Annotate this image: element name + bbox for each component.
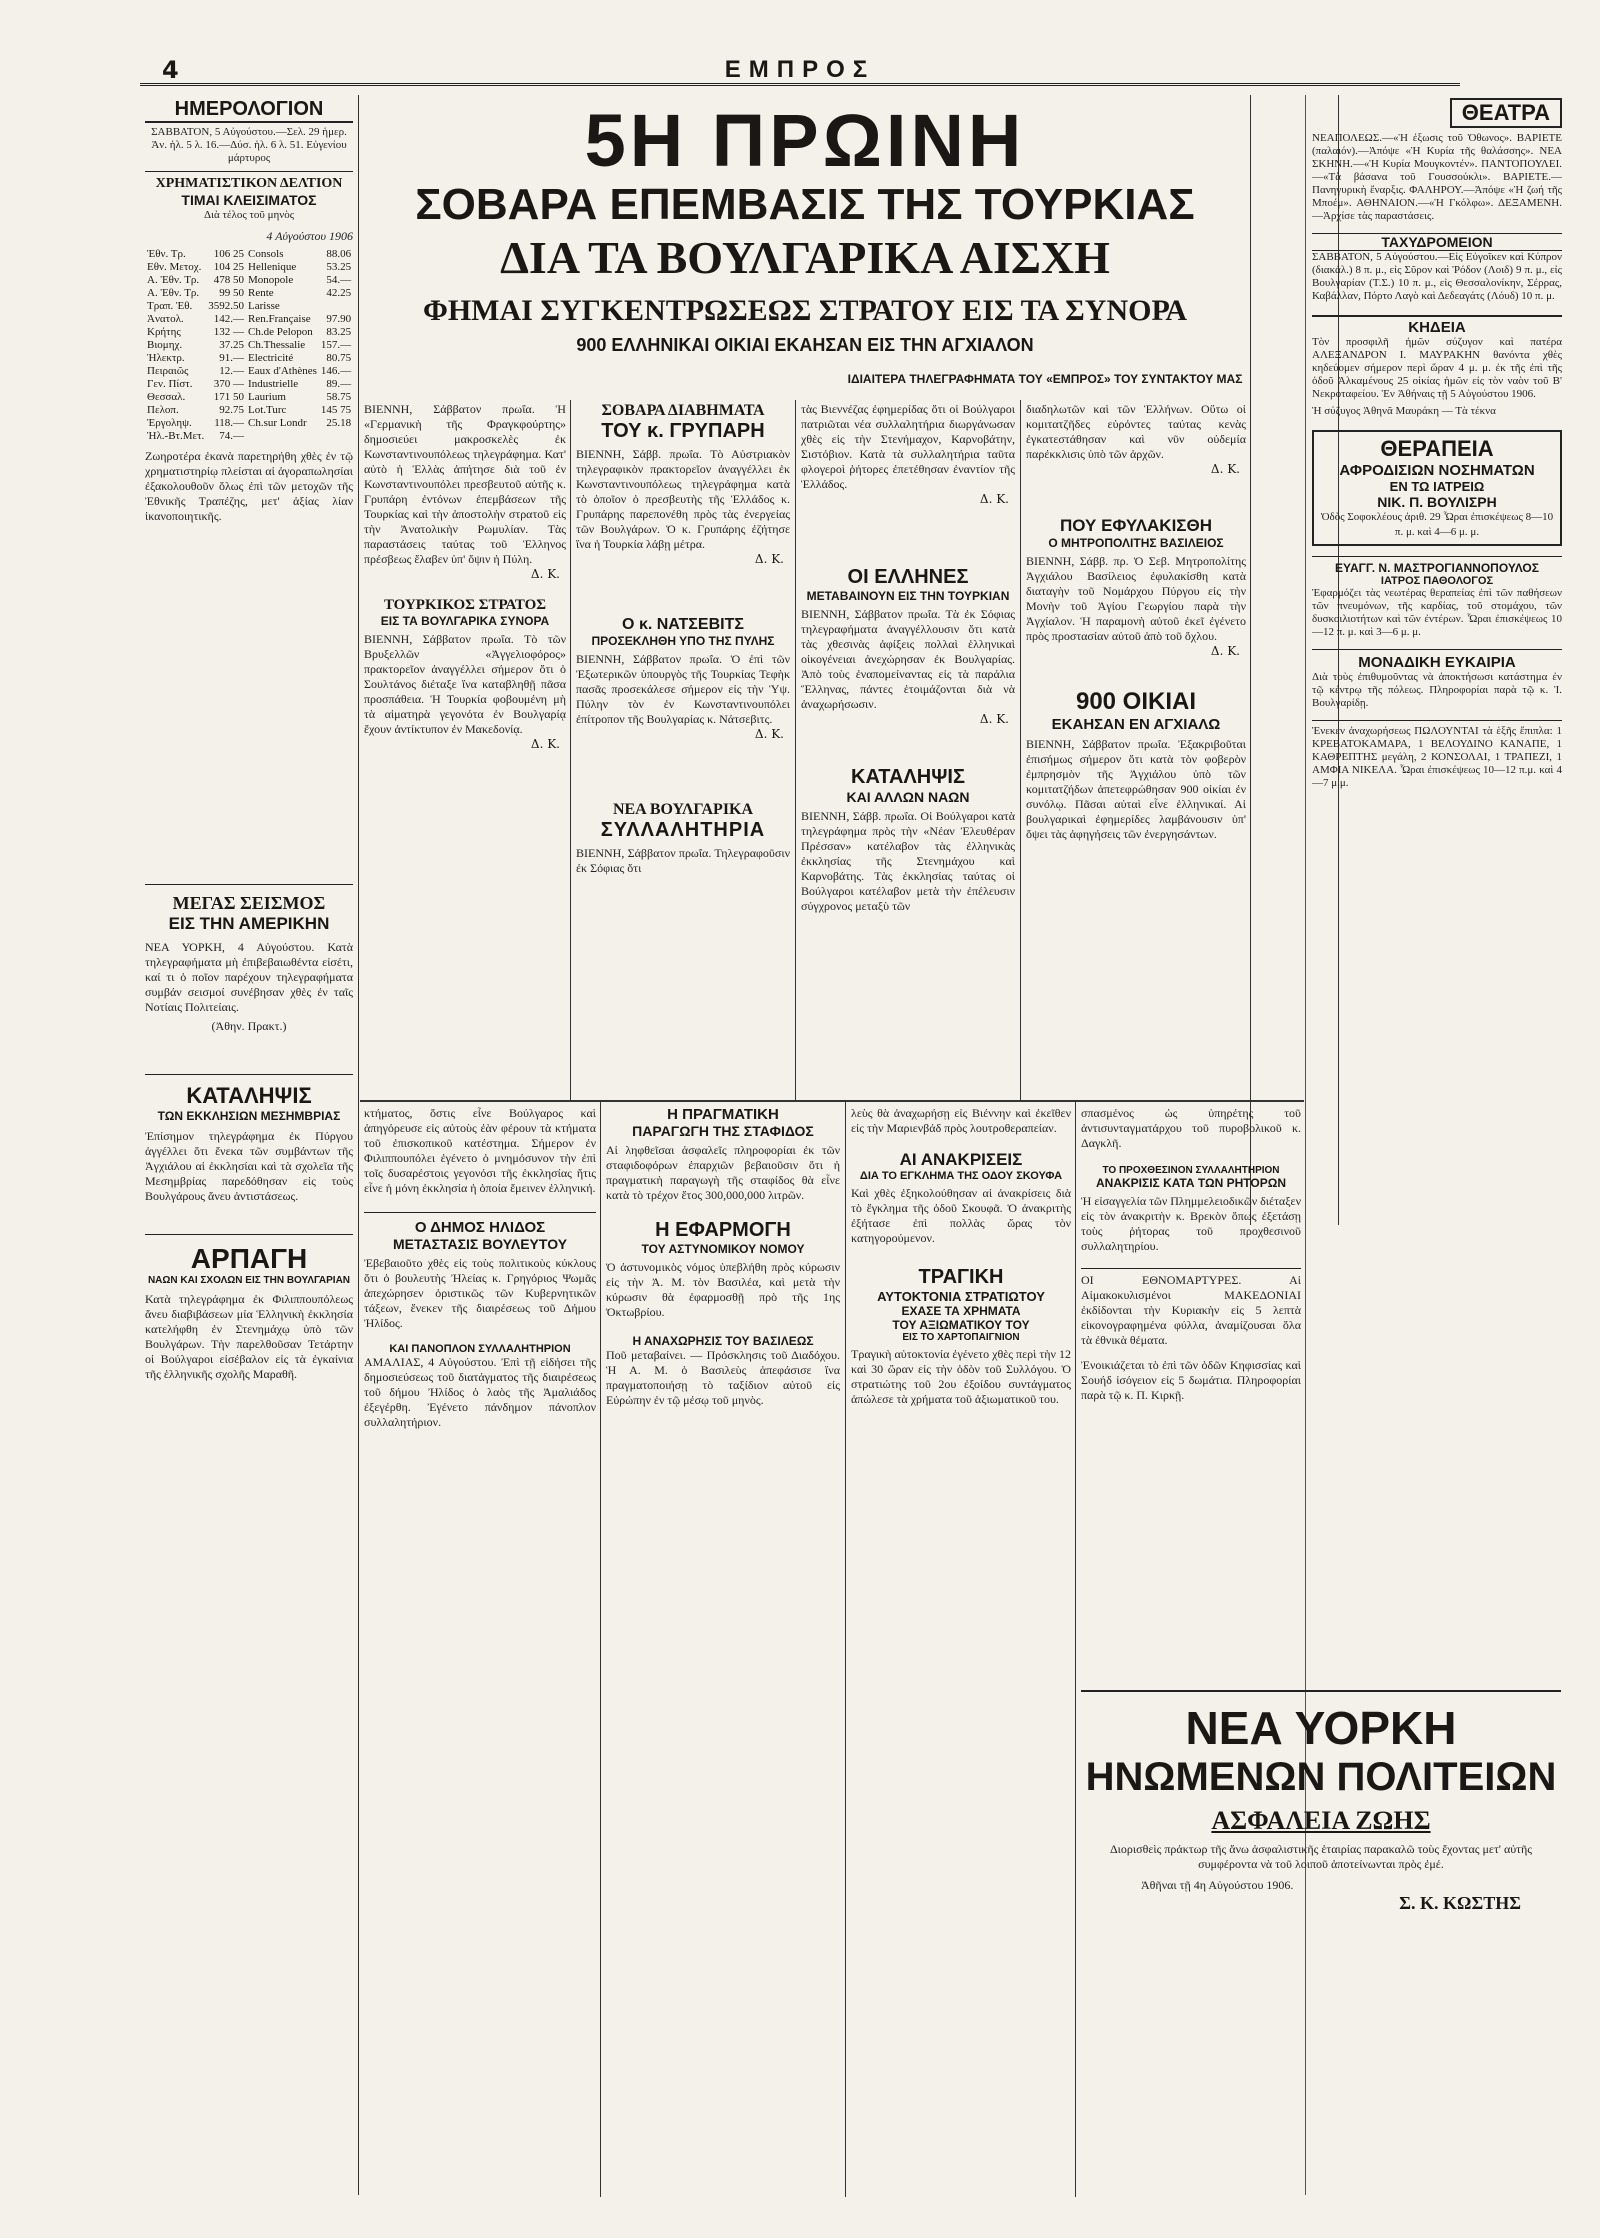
market-security-name: Α. Ἐθν. Τρ. (147, 287, 200, 299)
quake-source: (Ἀθην. Πρακτ.) (211, 1019, 287, 1033)
column-rule (1020, 400, 1021, 1100)
col2-text: ΒΙΕΝΝΗ, Σάββατον πρωΐα. Τὸ τῶν Βρυξελλῶν «Ἀγγελιοφόρος» πρακτορεῖον ἀναγγέλλει σήμερον ὅτι ὁ Σουλτάνος διέταξε ἵνα καταβληθῇ πᾶσα προσπάθεια. Ἡ Τουρκία φοβουμένη μὴ τὰ αἱματηρὰ γεγονότα ἐν Βουλγαρίᾳ ἔχουν ἀντίκτυπον ἐν Μακεδονίᾳ. (364, 632, 566, 736)
col5-subheadline: Ο ΜΗΤΡΟΠΟΛΙΤΗΣ ΒΑΣΙΛΕΙΟΣ (1048, 536, 1224, 550)
market-security-name: Hellenique (248, 261, 297, 273)
quake-title: ΜΕΓΑΣ ΣΕΙΣΜΟΣ (172, 893, 326, 913)
col3-signature-2: Δ. Κ. (754, 727, 784, 741)
doctor-subtitle: ΙΑΤΡΟΣ ΠΑΘΟΛΟΓΟΣ (1380, 575, 1494, 587)
quake-text: ΝΕΑ ΥΟΡΚΗ, 4 Αὐγούστου. Κατὰ τηλεγραφήματα μὴ ἐπιβεβαιωθέντα εἰσέτι, καί τι ὁ ποῖον παρέχουν τηλεγραφήματα συμβάν σεισμοί συνέβησαν χθὲς ἐν ταῖς Νοτίαις Πολιτείαις. (145, 940, 353, 1014)
occupy-subtitle: ΤΩΝ ΕΚΚΛΗΣΙΩΝ ΜΕΣΗΜΒΡΙΑΣ (157, 1109, 341, 1123)
chance-text: Διὰ τοὺς ἐπιθυμοῦντας νὰ ἀποκτήσωσι κατάστημα ἐν τῷ κέντρῳ τῆς πόλεως. Πληροφορίαι παρὰ τῷ κ. Ἰ. Βουλγαρίδῃ. (1312, 671, 1562, 709)
market-security-name: Ἐργοληψ. (147, 417, 192, 429)
market-price: 118.— (214, 417, 245, 429)
lower-k-text: Ἡ εἰσαγγελία τῶν Πλημμελειοδικῶν διέταξεν εἰς τὸν ἀνακριτὴν κ. Βρεκὸν ὅπως ἐξετάσῃ τοὺς ῥήτορας τοῦ προχθεσινοῦ συλλαλητηρίου. (1081, 1194, 1301, 1253)
column-rule (795, 400, 796, 1100)
col5-text-2: ΒΙΕΝΝΗ, Σάββ. πρ. Ὁ Σεβ. Μητροπολίτης Ἀγχιάλου Βασίλειος ἐφυλακίσθη κατὰ διαταγὴν τοῦ Νομάρχου Πύργου εἰς τὴν Μονὴν τοῦ Ἁγίου Γεωργίου παρὰ τὴν Ἀγχίαλον. Ἡ παραμονὴ αὐτοῦ ἐκεῖ ἐγένετο πρὸς προστασίαν αὐτοῦ ἀπὸ τοῦ ὄχλου. (1026, 554, 1246, 643)
market-row (145, 261, 353, 274)
column-rule (1250, 95, 1251, 1225)
market-price: 142.— (213, 313, 245, 325)
market-row (145, 365, 353, 378)
post-title: ΤΑΧΥΔΡΟΜΕΙΟΝ (1312, 233, 1562, 251)
lower-k-subtitle: ΑΝΑΚΡΙΣΙΣ ΚΑΤΑ ΤΩΝ ΡΗΤΟΡΩΝ (1096, 1176, 1286, 1190)
market-price: 3592.50 (208, 300, 245, 312)
occupy-title: ΚΑΤΑΛΗΨΙΣ (186, 1083, 312, 1108)
col3-text-2: ΒΙΕΝΝΗ, Σάββατον πρωΐα. Ὁ ἐπὶ τῶν Ἐξωτερικῶν ὑπουργὸς τῆς Τουρκίας Τεφὴκ πασᾶς προσεκάλεσε σήμερον εἰς τὴν Ὑψ. Πύλην τὸν ἐν Κωνσταντινουπόλει ἐπίτροπον τῆς Βουλγαρίας κ. Νάτσεβιτς. (576, 652, 790, 726)
horizontal-rule (360, 1100, 1304, 1102)
calendar-text: ΣΑΒΒΑΤΟΝ, 5 Αὐγούστου.—Σελ. 29 ἡμερ. Ἀν. ἡλ. 5 λ. 16.—Δύσ. ἡλ. 6 λ. 51. Εὐγενίου μάρτυρος (151, 126, 347, 164)
funeral-text: Τὸν προσφιλῆ ἡμῶν σύζυγον καὶ πατέρα ΑΛΕΞΑΝΔΡΟΝ Ι. ΜΑΥΡΑΚΗΝ θανόντα χθὲς κηδεύομεν σήμερον περὶ ὥραν 4 μ. μ. ἐκ τῆς ἐπὶ τῆς ὁδοῦ Ἀλκαμένους 25 οἰκίας ἡμῶν εἰς τὸν ναὸν τοῦ Β' Νεκροταφείου. Ἐν Ἀθήναις τῇ 5 Αὐγούστου 1906. (1312, 336, 1562, 400)
market-row (145, 391, 353, 404)
seize-text: Κατὰ τηλεγράφημα ἐκ Φιλιππουπόλεως ἄνευ διαβιβάσεων μία Ἑλληνικὴ ἐκκλησία κατελήφθη ἐν Στενημάχῳ ὑπὸ τῶν Βουλγάρων. Τὴν παρελθοῦσαν Τετάρτην οἱ Βούλγαροι εἰσέβαλον εἰς τὰ ἐγκαίνια τῆς ἑλληνικῆς σχολῆς Μαραθῆ. (145, 1292, 353, 1381)
insurance-ad-date: Ἀθῆναι τῇ 4η Αὐγούστου 1906. (1141, 1878, 1294, 1892)
market-security-name: Eaux d'Athènes (248, 365, 317, 377)
market-text: Ζωηροτέρα ἐκανὰ παρετηρήθη χθὲς ἐν τῷ χρηματιστηρίῳ πλείσται αἱ ἀγοραπωλησίαι ἐξακολουθοῦν ὅλως ἐπὶ τῶν μετοχῶν τῆς Ἐθνικῆς Τραπέζης, μετ' ἀξίας λίαν ἱκανοποιητικῆς. (145, 449, 353, 523)
col4-text-3: ΒΙΕΝΝΗ, Σάββ. πρωΐα. Οἱ Βούλγαροι κατὰ τηλεγράφημα πρὸς τὴν «Νέαν Ἐλευθέραν Πρέσσαν» κατέλαβον τὰς ἐλληνικὰς ἐκκλησίας τῆς Στενημάχου καὶ Καρνοβάτης. Τὰς ἐκκλησίας ταύτας οἱ Βούλγαροι κατέλαβον μετὰ τὴν ἐπέλευσιν σύγχρονος μεταξὺ τῶν (801, 809, 1015, 913)
occupy-text: Ἐπίσημον τηλεγράφημα ἐκ Πύργου ἀγγέλλει ὅτι ἕνεκα τῶν συμβάντων τῆς Ἀγχιάλου αἱ ἐκκλησίαι καὶ τὰ σχολεῖα τῆς Μεσημβρίας παρεδόθησαν εἰς τοὺς Βουλγάρους ἄνευ ἀντιστάσεως. (145, 1129, 353, 1203)
market-price: 53.25 (326, 261, 352, 273)
seize-article (145, 1234, 353, 1382)
col4-signature: Δ. Κ. (979, 492, 1009, 506)
theatre-title: ΘΕΑΤΡΑ (1450, 98, 1562, 128)
market-table (145, 248, 353, 443)
market-row (145, 313, 353, 326)
market-price: 157.— (320, 339, 352, 351)
market-price: 25.18 (326, 417, 352, 429)
market-security-name: Α. Ἐθν. Τρ. (147, 274, 200, 286)
funeral-signature: Ἡ σύζυγος Ἀθηνᾶ Μαυράκη — Τὰ τέκνα (1312, 405, 1496, 417)
column-rule (845, 1102, 846, 2197)
col5-signature-2: Δ. Κ. (1210, 644, 1240, 658)
market-row (145, 404, 353, 417)
market-price: 370 — (213, 378, 245, 390)
lower-e-title: Η ΕΦΑΡΜΟΓΗ (655, 1219, 791, 1241)
market-security-name (246, 430, 319, 443)
market-price: 478 50 (213, 274, 245, 286)
lower-column-1 (364, 1106, 596, 2196)
banner-subhead: ΣΟΒΑΡΑ ΕΠΕΜΒΑΣΙΣ ΤΗΣ ΤΟΥΡΚΙΑΣ (415, 180, 1195, 229)
market-security-name: Lot.Turc (248, 404, 287, 416)
column-rule (600, 1102, 601, 2197)
market-security-name: Τραπ. Ἐθ. (147, 300, 193, 312)
lower-f-title: Η ΑΝΑΧΩΡΗΣΙΣ ΤΟΥ ΒΑΣΙΛΕΩΣ (632, 1334, 814, 1348)
market-security-name: Industrielle (248, 378, 299, 390)
market-security-name: Ch.Thessalie (248, 339, 306, 351)
market-security-name: Larisse (248, 300, 280, 312)
market-security-name: Monopole (248, 274, 294, 286)
lower-a-text: κτήματος, ὅστις εἶνε Βούλγαρος καὶ ἀπηγόρευσε εἰς αὐτοὺς ἐὰν φέρουν τὰ κτήματα τοῦ ἐπισκοπικοῦ κατέστημα. Σήμερον ἐν Φιλιππουπόλει ἐγένετο ὁ μνημόσυνον τὴν ἐπὶ τοῖς δυσαρέστοις γεγονόσι τῆς ἐκκλησίας ἥτις εἶνε ἡ μόνη ἐκκλησία ἡ ὁποία ἔμεινεν ἑλληνική. (364, 1106, 596, 1195)
col3-headline-3: ΝΕΑ ΒΟΥΛΓΑΡΙΚΑ (612, 801, 754, 818)
column-rule (358, 95, 359, 2195)
market-row (145, 352, 353, 365)
market-price: 89.— (326, 378, 352, 390)
lower-i-subtitle-3: ΤΟΥ ΑΞΙΩΜΑΤΙΚΟΥ ΤΟΥ (892, 1318, 1030, 1332)
col3-subheadline: ΤΟΥ κ. ΓΡΥΠΑΡΗ (601, 420, 765, 442)
quake-subtitle: ΕΙΣ ΤΗΝ ΑΜΕΡΙΚΗΝ (168, 914, 330, 933)
col5-text-3: ΒΙΕΝΝΗ, Σάββατον πρωΐα. Ἐξακριβοῦται ἐπισήμως σήμερον ὅτι κατὰ τὸν φοβερὸν ἐμπρησμὸν τῆς Ἀγχιάλου ὑπὸ τῶν κομιτατζήδων ἀπετεφρώθησαν 900 οἰκίαι ἐν συνόλῳ. Πᾶσαι αὐταὶ εἶνε ἑλληνικαί. Αἱ βουλγαρικαὶ ἐφημερίδες λαμβάνουσιν ὑπ' ὄψει τὰς ἀφηγήσεις τῶν ἐνεργησάντων. (1026, 737, 1246, 841)
insurance-ad-line-1: ΝΕΑ ΥΟΡΚΗ (1185, 1702, 1457, 1754)
market-price: 132 — (213, 326, 245, 338)
insurance-ad-signature: Σ. Κ. ΚΩΣΤΗΣ (1399, 1893, 1521, 1913)
chance-title: ΜΟΝΑΔΙΚΗ ΕΥΚΑΙΡΙΑ (1358, 654, 1516, 671)
therapy-text: Ὁδὸς Σοφοκλέους ἀριθ. 29 Ὧραι ἐπισκέψεως 8—10 π. μ. καὶ 4—6 μ. μ. (1320, 511, 1554, 538)
lower-b-title: Ο ΔΗΜΟΣ ΗΛΙΔΟΣ (364, 1212, 596, 1236)
market-security-name: Laurium (248, 391, 286, 403)
col4-text-2: ΒΙΕΝΝΗ, Σάββατον πρωΐα. Τὰ ἐκ Σόφιας τηλεγραφήματα ἀναγγέλλουσιν ὅτι κατὰ τὰς χθεσινὰς ἀφίξεις πολλαὶ ἑλληνικαὶ οἰκογένειαι ἀνεχώρησαν ἐκ Βουλγαρίας. Ἀπὸ τοὺς ἐναπομείναντας εἰς τὰ παράλια Ἕλληνας, πάντες ἑτοιμάζονται διὰ νὰ ἀναχωρήσωσιν. (801, 607, 1015, 711)
article-column-5 (1026, 402, 1246, 1097)
market-price: 99 50 (219, 287, 245, 299)
column-rule (570, 400, 571, 1100)
market-security-name: Ἀνατολ. (147, 313, 184, 325)
col2-signature: Δ. Κ. (530, 567, 560, 581)
calendar-title: ΗΜΕΡΟΛΟΓΙΟΝ (145, 98, 353, 123)
col5-headline: ΠΟΥ ΕΦΥΛΑΚΙΣΘΗ (1059, 516, 1213, 535)
lower-j-text: σπασμένος ὡς ὑπηρέτης τοῦ ἀντισυνταγματάρχου τοῦ πυροβολικοῦ κ. Δαγκλῆ. (1081, 1106, 1301, 1150)
col4-signature-2: Δ. Κ. (979, 712, 1009, 726)
market-row (145, 378, 353, 391)
doctor-title: ΕΥΑΓΓ. Ν. ΜΑΣΤΡΟΓΙΑΝΝΟΠΟΥΛΟΣ (1335, 561, 1539, 575)
col5-headline-3: 900 ΟΙΚΙΑΙ (1075, 688, 1197, 715)
masthead: ΕΜΠΡΟΣ (724, 56, 876, 83)
theatre-text: ΝΕΑΠΟΛΕΩΣ.—«Ἡ ἐξωσις τοῦ Ὀθωνος». ΒΑΡΙΕΤΕ (παλαιόν).—Ἀπόψε «Ἡ Κυρία τῆς θαλάσσης». ΝΕΑ ΣΚΗΝΗ.—«Ἡ Κυρία Μουγκοντέν». ΠΑΝΤΟΠΟΥΛΕΙ.—«Τὰ βάσανα τοῦ Γουσσούκλι». ΒΑΡΙΕΤΕ.—Πανηγυρικὴ ἔναρξις. ΦΑΛΗΡΟΥ.—Ἀπόψε «Ἡ ζωή τῆς Μποέμ». ΑΘΗΝΑΙΟΝ.—«Ἡ Γκόλφω». ΔΕΞΑΜΕΝΗ.—Ἀρχίσε τὰς παραστάσεις. (1312, 132, 1562, 222)
col2-subheadline: ΕΙΣ ΤΑ ΒΟΥΛΓΑΡΙΚΑ ΣΥΝΟΡΑ (380, 614, 550, 628)
market-row (145, 339, 353, 352)
seize-subtitle: ΝΑΩΝ ΚΑΙ ΣΧΟΛΩΝ ΕΙΣ ΤΗΝ ΒΟΥΛΓΑΡΙΑΝ (147, 1275, 351, 1286)
market-price: 88.06 (326, 248, 352, 260)
page-header (140, 58, 1460, 86)
lower-c-text: ΑΜΑΛΙΑΣ, 4 Αὐγούστου. Ἐπὶ τῇ εἰδήσει τῆς δημοσιεύσεως τοῦ διατάγματος τῆς διαιρέσεως τοῦ δήμου Ἠλίδος ὁ λαὸς τῆς Ἀμαλιάδος ἐξεγέρθη. Ἐγένετο πάνδημον πάνοπλον συλλαλητήριον. (364, 1355, 596, 1429)
article-column-2 (364, 402, 566, 1097)
market-price: 106 25 (213, 248, 245, 260)
therapy-ad (1312, 430, 1562, 546)
lower-i-subtitle: ΑΥΤΟΚΤΟΝΙΑ ΣΤΡΑΤΙΩΤΟΥ (877, 1289, 1045, 1304)
market-price (319, 430, 353, 443)
market-security-name: Rente (248, 287, 274, 299)
col2-lede: ΒΙΕΝΝΗ, Σάββατον πρωΐα. Ἡ «Γερμανικὴ τῆς Φραγκφούρτης» δημοσιεύει μακροσκελὲς ἐκ Κωνσταντινουπόλεως τηλεγράφημα. Κατ' αὐτὸ ἡ Ἑλλὰς ἀπήτησε διὰ τοῦ ἐν Κωνσταντινουπόλει πρεσβευτοῦ αὐτῆς κ. Γρυπάρη ἐντόνων ἐπεμβάσεων τῆς Τουρκίας καὶ τὴν ἀποστολὴν στρατοῦ εἰς τὴν Ἀνατολικὴν Ρωμυλίαν. Τὰς παραστάσεις ταύτας τοῦ Ἑλληνος πρέσβεως ἔλαβεν ὑπ' ὄψιν ἡ Πύλη. (364, 402, 566, 566)
market-subtitle-2: Διὰ τέλος τοῦ μηνὸς (203, 209, 295, 221)
lower-column-2 (606, 1106, 840, 2196)
lower-d-subtitle: ΠΑΡΑΓΩΓΗ ΤΗΣ ΣΤΑΦΙΔΟΣ (632, 1123, 814, 1139)
page-number: 4 (162, 56, 179, 84)
market-price: 80.75 (326, 352, 352, 364)
market-price: 74.— (219, 430, 245, 442)
market-security-name: Εθν. Μετοχ. (147, 261, 202, 273)
insurance-ad-line-2: ΗΝΩΜΕΝΩΝ ΠΟΛΙΤΕΙΩΝ (1085, 1755, 1557, 1799)
col2-headline: ΤΟΥΡΚΙΚΟΣ ΣΤΡΑΤΟΣ (383, 597, 547, 613)
banner-headline: 5Η ΠΡΩΙΝΗ (584, 99, 1026, 182)
col2-signature-2: Δ. Κ. (530, 737, 560, 751)
market-row (145, 430, 353, 443)
lower-c-title: ΚΑΙ ΠΑΝΟΠΛΟΝ ΣΥΛΛΑΛΗΤΗΡΙΟΝ (389, 1343, 571, 1355)
furniture-sale-ad: Ἐνεκεν ἀναχωρήσεως ΠΩΛΟΥΝΤΑΙ τὰ ἑξῆς ἔπιπλα: 1 ΚΡΕΒΑΤΟΚΑΜΑΡΑ, 1 ΒΕΛΟΥΔΙΝΟ ΚΑΝΑΠΕ, 1 ΚΑΘΡΕΠΤΗΣ μεγάλη, 2 ΚΟΝΣΟΛΑΙ, 1 ΤΡΑΠΕΖΙ, 1 ΑΜΦΙΑ ΝΙΚΕΛΑ. Ὧραι ἐπισκέψεως 10—12 π.μ. καὶ 4—7 μ.μ. (1312, 720, 1562, 790)
banner-subhead-2: ΔΙΑ ΤΑ ΒΟΥΛΓΑΡΙΚΑ ΑΙΣΧΗ (500, 232, 1110, 283)
market-security-name: Ren.Française (248, 313, 311, 325)
lower-column-4 (1081, 1106, 1301, 1666)
lower-d-title: Η ΠΡΑΓΜΑΤΙΚΗ (667, 1106, 779, 1123)
market-security-name: Ch.de Pelopon (248, 326, 313, 338)
col3-headline: ΣΟΒΑΡΑ ΔΙΑΒΗΜΑΤΑ (601, 402, 765, 419)
market-security-name: Electricité (248, 352, 294, 364)
market-price: 42.25 (326, 287, 352, 299)
market-security-name: Κρήτης (147, 326, 181, 338)
market-price: 91.— (219, 352, 245, 364)
col3-text-3: ΒΙΕΝΝΗ, Σάββατον πρωΐα. Τηλεγραφοῦσιν ἐκ Σόφιας ὅτι (576, 846, 790, 875)
market-security-name: Γεν. Πίστ. (147, 378, 193, 390)
occupy-article (145, 1074, 353, 1204)
market-date: 4 Αὐγούστου 1906 (266, 229, 353, 243)
col4-text: τὰς Βιεννέζας ἐφημερίδας ὅτι οἱ Βούλγαροι πατριῶται νέα συλλαλητήρια διωργάνωσαν χθὲς εἰς τὴν Στενήμαχον, Καρνοβάτην, Σιστόβιον. Κατὰ τὰ συλλαλητήρια ταῦτα φλογεροὶ ῥήτορες ἐπετέθησαν ἐναντίον τῆς Ἑλλάδος. (801, 402, 1015, 491)
insurance-ad-text: Διορισθεὶς πράκτωρ τῆς ἄνω ἀσφαλιστικῆς ἑταιρίας παρακαλῶ τοὺς ἔχοντας μετ' αὐτῆς συμφέροντα νὰ τοῦ λοιποῦ ἀποτείνωνται πρὸς ἐμέ. (1109, 1842, 1533, 1871)
market-row (145, 417, 353, 430)
market-security-name: Βιομηχ. (147, 339, 183, 351)
market-row (145, 248, 353, 261)
col4-headline: ΟΙ ΕΛΛΗΝΕΣ (847, 566, 969, 588)
lower-h-subtitle: ΔΙΑ ΤΟ ΕΓΚΛΗΜΑ ΤΗΣ ΟΔΟΥ ΣΚΟΥΦΑ (859, 1170, 1063, 1182)
col4-headline-3: ΚΑΤΑΛΗΨΙΣ (851, 766, 965, 788)
lower-e-subtitle: ΤΟΥ ΑΣΤΥΝΟΜΙΚΟΥ ΝΟΜΟΥ (641, 1242, 805, 1256)
lower-k-title: ΤΟ ΠΡΟΧΘΕΣΙΝΟΝ ΣΥΛΛΑΛΗΤΗΡΙΟΝ (1102, 1165, 1280, 1176)
market-price: 37.25 (219, 339, 245, 351)
article-column-3 (576, 402, 790, 1097)
lower-b-text: Ἐβεβαιοῦτο χθὲς εἰς τοὺς πολιτικοὺς κύκλους ὅτι ὁ βουλευτὴς Ἠλείας κ. Γρηγόριος Ψωμᾶς ἀπεχώρησεν ὁριστικῶς τῶν Κυβερνητικῶν τάξεων, ἕνεκεν τῆς διαιρέσεως τοῦ Δήμου Ἠλίδος. (364, 1256, 596, 1330)
market-subtitle: ΤΙΜΑΙ ΚΛΕΙΣΙΜΑΤΟΣ (181, 192, 317, 208)
article-column-4 (801, 402, 1015, 1097)
banner-subhead-4: 900 ΕΛΛΗΝΙΚΑΙ ΟΙΚΙΑΙ ΕΚΑΗΣΑΝ ΕΙΣ ΤΗΝ ΑΓΧΙΑΛΟΝ (576, 335, 1034, 355)
funeral-title: ΚΗΔΕΙΑ (1312, 315, 1562, 336)
col4-subheadline-3: ΚΑΙ ΑΛΛΩΝ ΝΑΩΝ (846, 789, 970, 805)
doctor-ad (1312, 556, 1562, 639)
market-price: 92.75 (219, 404, 245, 416)
lower-b-subtitle: ΜΕΤΑΣΤΑΣΙΣ ΒΟΥΛΕΥΤΟΥ (392, 1236, 568, 1252)
market-row (145, 300, 353, 313)
col5-text: διαδηλωτῶν καὶ τῶν Ἑλλήνων. Οὕτω οἱ κομιτατζῆδες εὑρόντες ταύτας κενὰς ἐγκατεστάθησαν καὶ νῦν οὐδεμία παρέκκλισις ὑπὸ τῶν ἀρχῶν. (1026, 402, 1246, 461)
lower-i-subtitle-2: ΕΧΑΣΕ ΤΑ ΧΡΗΜΑΤΑ (901, 1304, 1021, 1318)
market-row (145, 326, 353, 339)
lower-column-3 (851, 1106, 1071, 2196)
therapy-doctor-name: ΝΙΚ. Π. ΒΟΥΛΙΣΡΗ (1377, 494, 1497, 510)
lower-l-text: ΟΙ ΕΘΝΟΜΑΡΤΥΡΕΣ. Αἱ Αἱμακοκυλισμένοι ΜΑΚΕΔΟΝΙΑΙ ἐκδίδονται τὴν Κυριακὴν εἰς 5 λεπτὰ εἰκονογραφημένα φύλλα, ἀναμίζουσαι ὅλα τὰ ἐθνικὰ θέματα. (1081, 1268, 1301, 1348)
col4-subheadline: ΜΕΤΑΒΑΙΝΟΥΝ ΕΙΣ ΤΗΝ ΤΟΥΡΚΙΑΝ (806, 589, 1010, 603)
market-price (319, 300, 353, 313)
col3-signature: Δ. Κ. (754, 552, 784, 566)
post-text: ΣΑΒΒΑΤΟΝ, 5 Αὐγούστου.—Εἰς Εὐγοῖκεν καὶ Κύπρον (διακάλ.) 8 π. μ., εἰς Σῦρον καὶ Ῥόδον (Λοιδ) 9 π. μ., εἰς Βουλγαρίαν (Τ.Σ.) 10 π. μ., εἰς Θεσσαλονίκην, Σέρρας, Καβάλλαν, Πόρτο Λαγὸ καὶ Δεδεαγάτς (Λόυδ) 10 π. μ. (1312, 251, 1562, 302)
col3-subheadline-3: ΣΥΛΛΑΛΗΤΗΡΙΑ (600, 819, 766, 841)
market-security-name: Πελοπ. (147, 404, 179, 416)
lower-i-text: Τραγικὴ αὐτοκτονία ἐγένετο χθὲς περὶ τὴν 12 καὶ 30 ὥραν εἰς τὴν ὁδὸν τοῦ Συλλόγου. Ὁ στρατιώτης τοῦ 2ου ἐξοίδου συντάγματος ἀπώλεσε τὰ χρήματα τοῦ ἀξιωματικοῦ του. (851, 1347, 1071, 1406)
market-security-name: Θεσσαλ. (147, 391, 186, 403)
lower-h-text: Καὶ χθὲς ἐξηκολούθησαν αἱ ἀνακρίσεις διὰ τὸ ἔγκλημα τῆς ὁδοῦ Σκουφᾶ. Ὁ ἀνακριτὴς ἐξήτασε ἐπὶ πολλὰς ὥρας τὸν κατηγορούμενον. (851, 1186, 1071, 1245)
market-title: ΧΡΗΜΑΤΙΣΤΙΚΟΝ ΔΕΛΤΙΟΝ (145, 171, 353, 192)
market-security-name: Ἠλεκτρ. (147, 352, 185, 364)
lower-i-title: ΤΡΑΓΙΚΗ (918, 1266, 1004, 1288)
market-price: 83.25 (326, 326, 352, 338)
market-price: 171 50 (213, 391, 245, 403)
market-price: 54.— (326, 274, 352, 286)
insurance-ad (1081, 1690, 1561, 1970)
therapy-subtitle: ΑΦΡΟΔΙΣΙΩΝ ΝΟΣΗΜΑΤΩΝ (1339, 462, 1535, 479)
insurance-ad-line-3: ΑΣΦΑΛΕΙΑ ΖΩΗΣ (1211, 1806, 1431, 1835)
chance-ad (1312, 649, 1562, 710)
therapy-title: ΘΕΡΑΠΕΙΑ (1380, 436, 1494, 461)
banner-dispatch-note: ΙΔΙΑΙΤΕΡΑ ΤΗΛΕΓΡΑΦΗΜΑΤΑ ΤΟΥ «ΕΜΠΡΟΣ» ΤΟΥ ΣΥΝΤΑΚΤΟΥ ΜΑΣ (847, 372, 1243, 386)
market-price: 58.75 (326, 391, 352, 403)
lower-e-text: Ὁ ἀστυνομικὸς νόμος ὑπεβλήθη πρὸς κύρωσιν εἰς τὴν Ἀ. Μ. τὸν Βασιλέα, καὶ μετὰ τὴν κύρωσιν θὰ ἐφαρμοσθῇ πρὸ τῆς 1ης Ὀκτωβρίου. (606, 1260, 840, 1319)
market-price: 145 75 (320, 404, 352, 416)
col3-headline-2: Ο κ. ΝΑΤΣΕΒΙΤΣ (622, 616, 744, 633)
market-security-name: Πειραιῶς (147, 365, 189, 377)
market-price: 97.90 (326, 313, 352, 325)
seize-title: ΑΡΠΑΓΗ (190, 1243, 308, 1274)
therapy-subtitle-2: ΕΝ ΤΩ ΙΑΤΡΕΙΩ (1389, 479, 1485, 494)
lower-g-text: λεὺς θὰ ἀναχωρήσῃ εἰς Βιέννην καὶ ἐκεῖθεν εἰς τὴν Μαριενβάδ πρὸς λουτροθεραπείαν. (851, 1106, 1071, 1135)
col3-text: ΒΙΕΝΝΗ, Σάββ. πρωΐα. Τὸ Αὐστριακὸν τηλεγραφικὸν πρακτορεῖον ἀναγγέλλει ἐκ Κωνσταντινουπόλεως τηλεγράφημα κατὰ τὸ ὁποῖον ὁ πρεσβευτὴς τῆς Ἑλλάδος κ. Γρυπάρης παρεπονέθη πρὸς τὰς ἐνεργείας τῶν Βουλγάρων. Ὁ κ. Γρυπάρης ἐζήτησε ἵνα ἡ Τουρκία λάβῃ μέτρα. (576, 447, 790, 551)
lower-m-text: Ἐνοικιάζεται τὸ ἐπὶ τῶν ὁδῶν Κηφισσίας καὶ Σουήδ ἰσόγειον εἰς 5 δωμάτια. Πληροφορίαι παρὰ τῷ κ. Π. Κιρκῇ. (1081, 1358, 1301, 1402)
market-row (145, 274, 353, 287)
market-security-name: Ἠλ.-Βτ.Μετ. (147, 430, 205, 442)
doctor-text: Ἐφαρμόζει τὰς νεωτέρας θεραπείας ἐπὶ τῶν παθήσεων τῶν πνευμόνων, τῆς καρδίας, τοῦ στομάχου, τῶν δυσκοιλιοτήτων καὶ τῶν ἐντέρων. Ὧραι ἐπισκέψεως 10—12 π. μ. καὶ 3—6 μ. μ. (1312, 587, 1562, 638)
market-price: 12.— (219, 365, 245, 377)
col3-subheadline-2: ΠΡΟΣΕΚΛΗΘΗ ΥΠΟ ΤΗΣ ΠΥΛΗΣ (591, 634, 775, 648)
banner-subhead-3: ΦΗΜΑΙ ΣΥΓΚΕΝΤΡΩΣΕΩΣ ΣΤΡΑΤΟΥ ΕΙΣ ΤΑ ΣΥΝΟΡΑ (422, 294, 1188, 327)
market-security-name: Consols (248, 248, 284, 260)
left-column (145, 98, 353, 2188)
col5-signature: Δ. Κ. (1210, 462, 1240, 476)
market-security-name: Ch.sur Londr (248, 417, 307, 429)
lower-h-title: ΑΙ ΑΝΑΚΡΙΣΕΙΣ (899, 1150, 1023, 1169)
col5-subheadline-3: ΕΚΑΗΣΑΝ ΕΝ ΑΓΧΙΑΛΩ (1051, 716, 1221, 733)
market-price: 104 25 (213, 261, 245, 273)
lower-d-text: Αἱ ληφθεῖσαι ἀσφαλεῖς πληροφορίαι ἐκ τῶν σταφιδοφόρων ἐπαρχιῶν βεβαιοῦσιν ὅτι ἡ πραγματικὴ παραγωγὴ τῆς σταφίδος θὰ εἶνε κατὰ τὸ τρέχον ἔτος 300,000,000 λιτρῶν. (606, 1143, 840, 1202)
lower-f-text: Ποῦ μεταβαίνει. — Πρόσκλησις τοῦ Διαδόχου. Ἡ Α. Μ. ὁ Βασιλεὺς ἀπεφάσισε ἵνα πραγματοποιήσῃ τὸ ταξίδιον αὐτοῦ εἰς Εὐρώπην ἐν τῷ μέσῳ τοῦ μηνὸς. (606, 1348, 840, 1407)
column-rule (1075, 1102, 1076, 2197)
market-row (145, 287, 353, 300)
quake-article (145, 884, 353, 1034)
market-price: 146.— (320, 365, 352, 377)
lower-i-subtitle-4: ΕΙΣ ΤΟ ΧΑΡΤΟΠΑΙΓΝΙΟΝ (902, 1332, 1020, 1343)
market-security-name: Ἐθν. Τρ. (147, 248, 186, 260)
